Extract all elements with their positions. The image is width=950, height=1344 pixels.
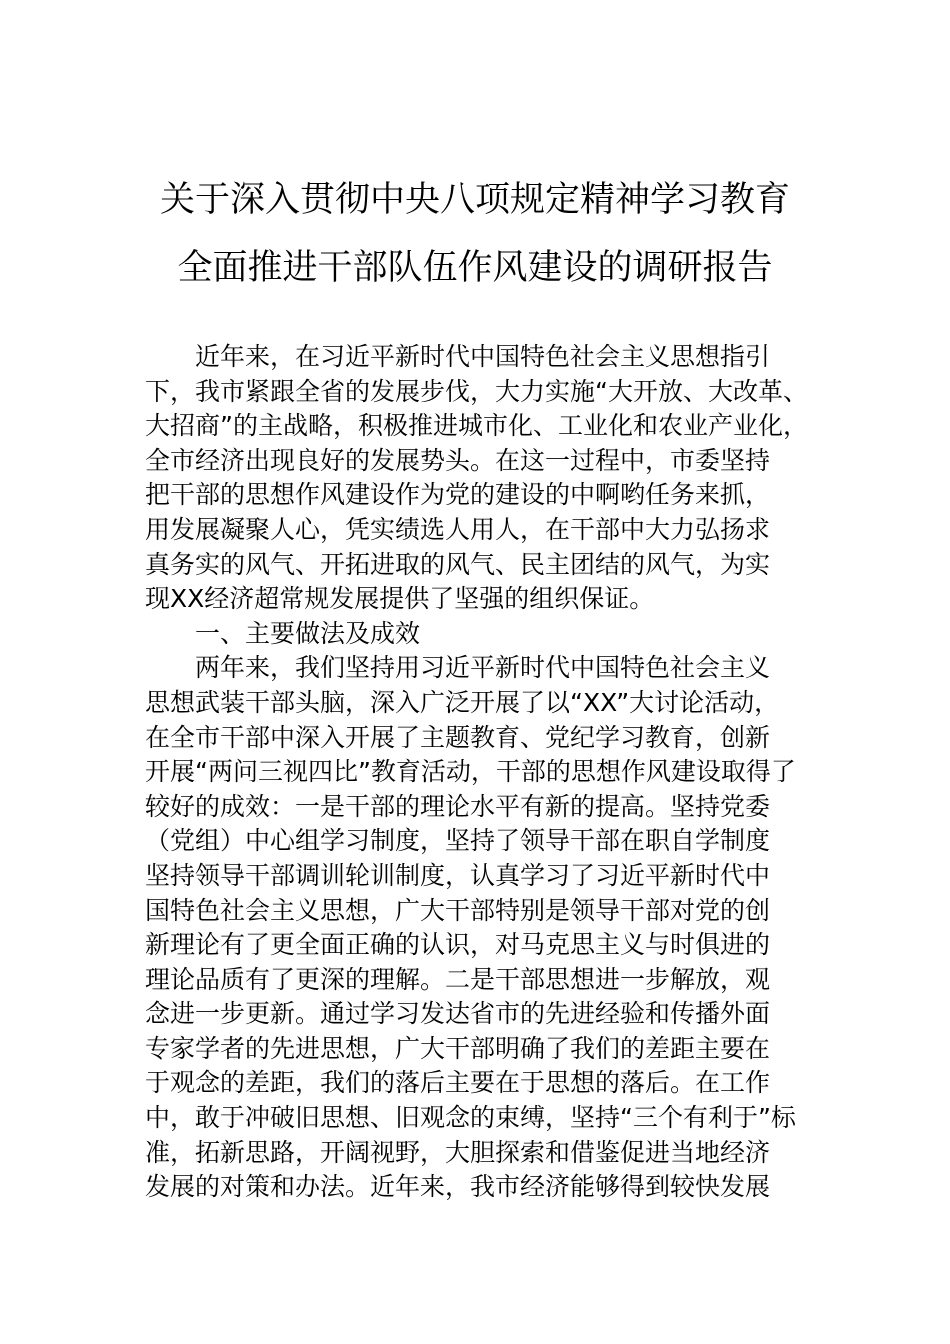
- body-text-line: 用发展凝聚人心，凭实绩选人用人，在干部中大力弘扬求: [145, 514, 771, 544]
- body-text-line: 现XX经济超常规发展提供了坚强的组织保证。: [145, 584, 655, 614]
- body-text-line: 把干部的思想作风建设作为党的建设的中啊哟任务来抓，: [145, 480, 771, 510]
- body-text-line: 坚持领导干部调训轮训制度，认真学习了习近平新时代中: [145, 860, 771, 890]
- body-text-line: 专家学者的先进思想，广大干部明确了我们的差距主要在: [145, 1033, 771, 1063]
- body-text-line: 在全市干部中深入开展了主题教育、党纪学习教育，创新: [145, 722, 771, 752]
- body-text-line: 新理论有了更全面正确的认识，对马克思主义与时俱进的: [145, 930, 771, 960]
- body-text-line: 两年来，我们坚持用习近平新时代中国特色社会主义: [195, 653, 771, 683]
- body-text-line: 大招商”的主战略，积极推进城市化、工业化和农业产业化，: [145, 411, 808, 441]
- body-text-line: 理论品质有了更深的理解。二是干部思想进一步解放，观: [145, 964, 771, 994]
- body-text-line: 下，我市紧跟全省的发展步伐，大力实施“大开放、大改革、: [145, 376, 808, 406]
- body-text-line: 真务实的风气、开拓进取的风气、民主团结的风气，为实: [145, 549, 771, 579]
- document-title-line-2: 全面推进干部队伍作风建设的调研报告: [177, 248, 773, 288]
- body-text-line: 准，拓新思路，开阔视野，大胆探索和借鉴促进当地经济: [145, 1137, 771, 1167]
- body-text-line: 近年来，在习近平新时代中国特色社会主义思想指引: [195, 342, 771, 371]
- document-title-line-1: 关于深入贯彻中央八项规定精神学习教育: [159, 180, 790, 220]
- body-text-line: 于观念的差距，我们的落后主要在于思想的落后。在工作: [145, 1068, 771, 1098]
- document-body: [145, 340, 835, 1205]
- body-text-line: 发展的对策和办法。近年来，我市经济能够得到较快发展: [145, 1172, 771, 1202]
- section-heading: 一、主要做法及成效: [195, 618, 421, 648]
- body-text-line: 思想武装干部头脑，深入广泛开展了以“XX”大讨论活动，: [145, 687, 780, 717]
- body-text-line: （党组）中心组学习制度，坚持了领导干部在职自学制度: [145, 826, 771, 856]
- body-text-line: 开展“两问三视四比”教育活动，干部的思想作风建设取得了: [145, 757, 796, 787]
- body-text-line: 中，敢于冲破旧思想、旧观念的束缚，坚持“三个有利于”标: [145, 1103, 796, 1133]
- body-text-line: 国特色社会主义思想，广大干部特别是领导干部对党的创: [145, 895, 771, 925]
- body-text-line: 较好的成效：一是干部的理论水平有新的提高。坚持党委: [145, 791, 771, 821]
- body-text-line: 全市经济出现良好的发展势头。在这一过程中，市委坚持: [145, 445, 771, 475]
- body-text-line: 念进一步更新。通过学习发达省市的先进经验和传播外面: [145, 999, 771, 1029]
